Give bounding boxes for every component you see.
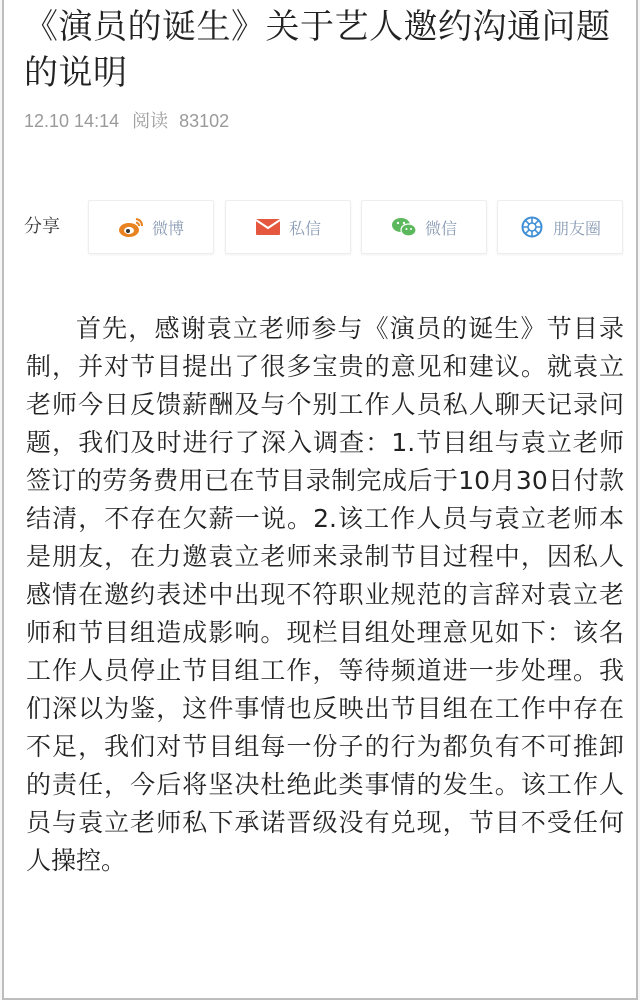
publish-time: 12.10 14:14 <box>24 111 120 131</box>
weibo-icon <box>118 216 144 238</box>
article-page <box>2 0 638 1000</box>
share-weibo-button[interactable] <box>88 200 214 254</box>
moments-icon <box>519 216 545 238</box>
share-wechat-button[interactable] <box>361 200 487 254</box>
reads-count: 83102 <box>179 111 230 131</box>
article-meta <box>24 107 229 133</box>
article-body: 首先，感谢袁立老师参与《演员的诞生》节目录制，并对节目提出了很多宝贵的意见和建议。就袁立老师今日反馈薪酬及与个别工作人员私人聊天记录问题，我们及时进行了深入调查：1.节目组与袁立老师签订的劳务费用已在节目录制完成后于10月30日付款结清，不存在欠薪一说。2.该工作人员与袁立老师本是朋友，在力邀袁立老师来录制节目过程中，因私人感情在邀约表述中出现不符职业规范的言辞对袁立老师和节目组造成影响。现栏目组处理意见如下：该名工作人员停止节目组工作，等待频道进一步处理。我们深以为鉴，这件事情也反映出节目组在工作中存在不足，我们对节目组每一份子的行为都负有不可推卸的责任，今后将坚决杜绝此类事情的发生。该工作人员与袁立老师私下承诺晋级没有兑现，节目不受任何人操控。 <box>26 314 624 875</box>
share-weibo-label: 微博 <box>151 218 184 238</box>
wechat-icon <box>391 216 417 238</box>
mail-icon <box>255 216 281 238</box>
reads-label: 阅读 <box>132 111 169 131</box>
article-title: 《演员的诞生》关于艺人邀约沟通问题的说明 <box>24 7 611 93</box>
share-bar <box>24 198 624 254</box>
share-message-button[interactable] <box>225 200 351 254</box>
share-message-label: 私信 <box>288 218 321 238</box>
share-moments-button[interactable] <box>497 200 623 254</box>
share-moments-label: 朋友圈 <box>552 218 601 238</box>
share-label: 分享 <box>24 216 60 237</box>
share-wechat-label: 微信 <box>424 218 457 238</box>
